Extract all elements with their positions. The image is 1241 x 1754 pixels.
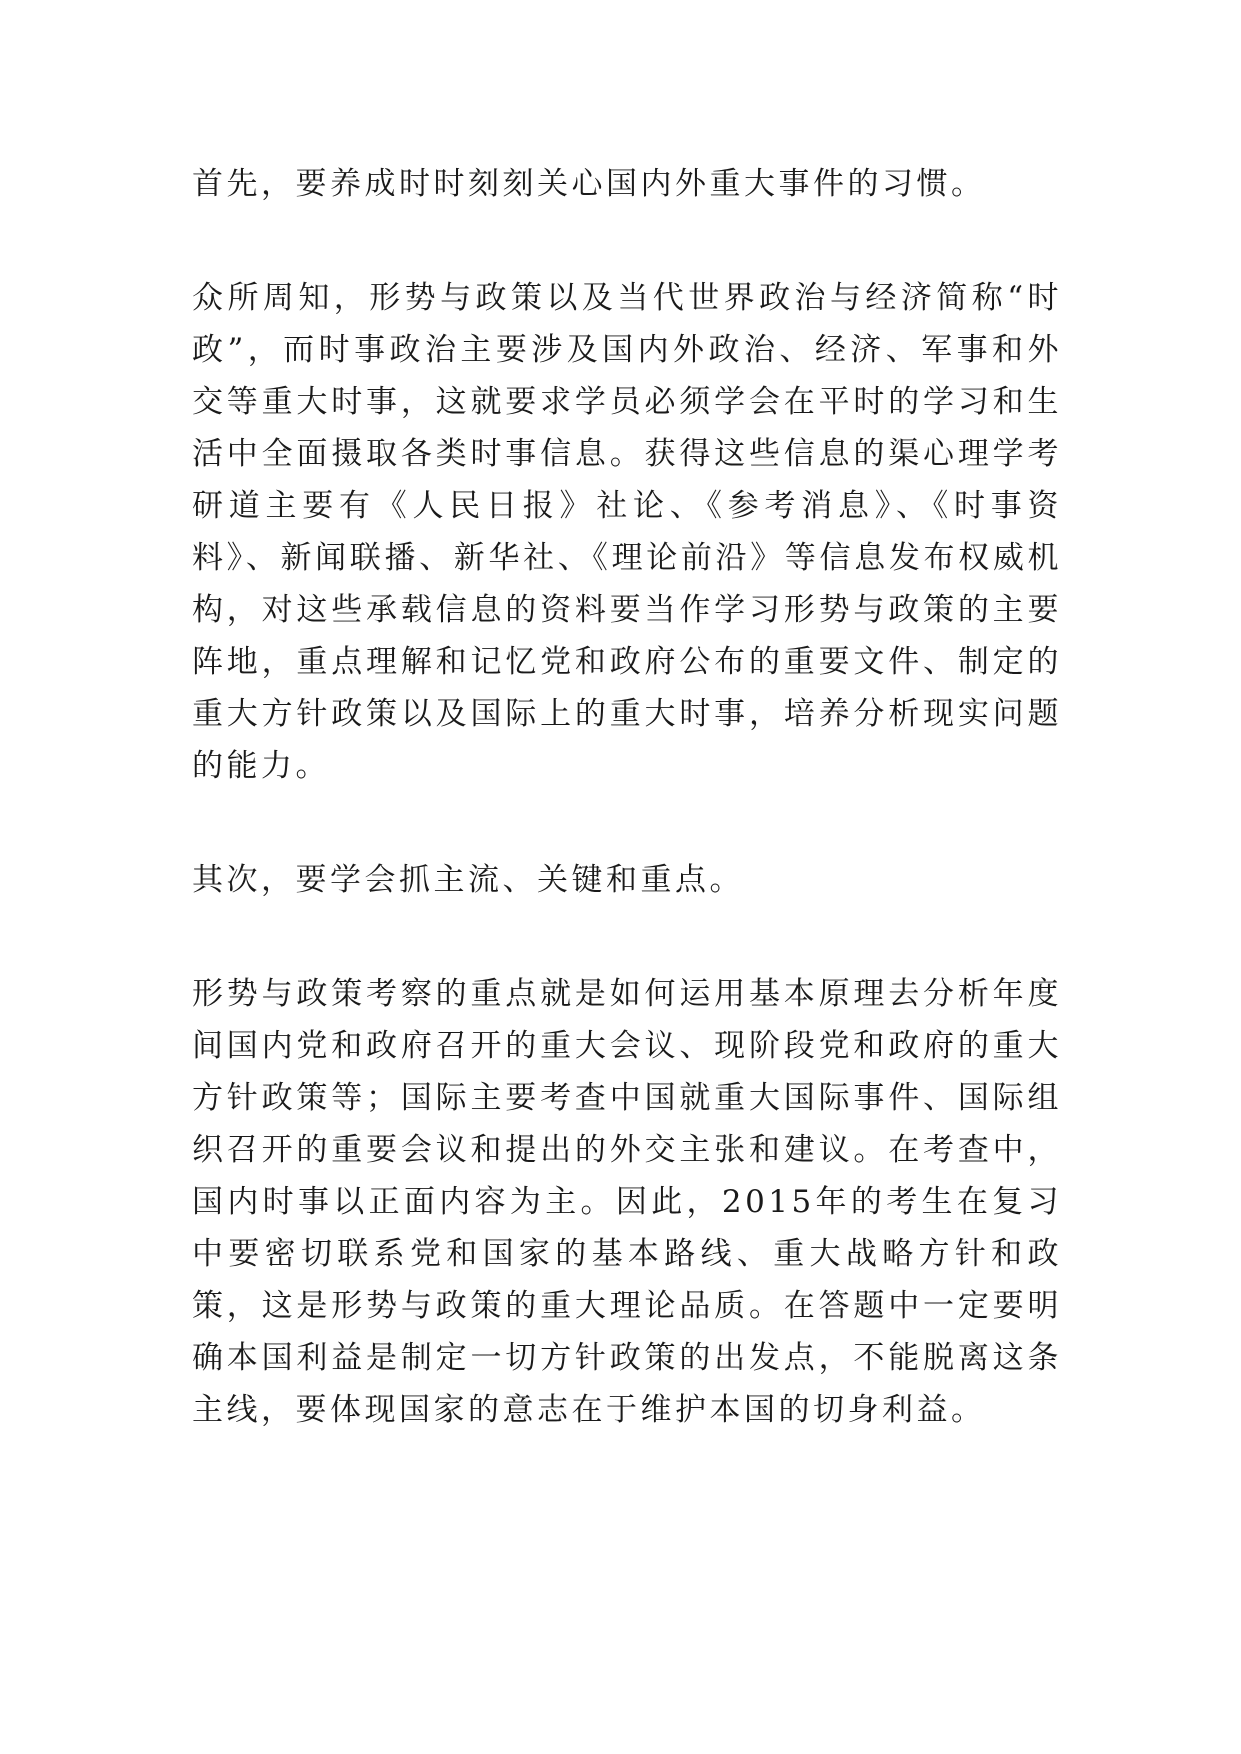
paragraph-2: 众所周知，形势与政策以及当代世界政治与经济简称“时政”，而时事政治主要涉及国内外政治、经济、军事和外交等重大时事，这就要求学员必须学会在平时的学习和生活中全面摄取各类时事信息。获得这些信息的渠心理学考研道主要有《人民日报》社论、《参考消息》、《时事资料》、新闻联播、新华社、《理论前沿》等信息发布权威机构，对这些承载信息的资料要当作学习形势与政策的主要阵地，重点理解和记忆党和政府公布的重要文件、制定的重大方针政策以及国际上的重大时事，培养分析现实问题的能力。 (192, 280, 1062, 784)
paragraph-3: 其次，要学会抓主流、关键和重点。 (192, 862, 744, 898)
document-body (192, 158, 1062, 1436)
paragraph-spacer (192, 906, 1062, 968)
paragraph-4: 形势与政策考察的重点就是如何运用基本原理去分析年度间国内党和政府召开的重大会议、现阶段党和政府的重大方针政策等；国际主要考查中国就重大国际事件、国际组织召开的重要会议和提出的外交主张和建议。在考查中，国内时事以正面内容为主。因此，2015年的考生在复习中要密切联系党和国家的基本路线、重大战略方针和政策，这是形势与政策的重大理论品质。在答题中一定要明确本国利益是制定一切方针政策的出发点，不能脱离这条主线，要体现国家的意志在于维护本国的切身利益。 (192, 976, 1062, 1428)
paragraph-spacer (192, 210, 1062, 272)
paragraph-1: 首先，要养成时时刻刻关心国内外重大事件的习惯。 (192, 166, 986, 202)
paragraph-spacer (192, 792, 1062, 854)
